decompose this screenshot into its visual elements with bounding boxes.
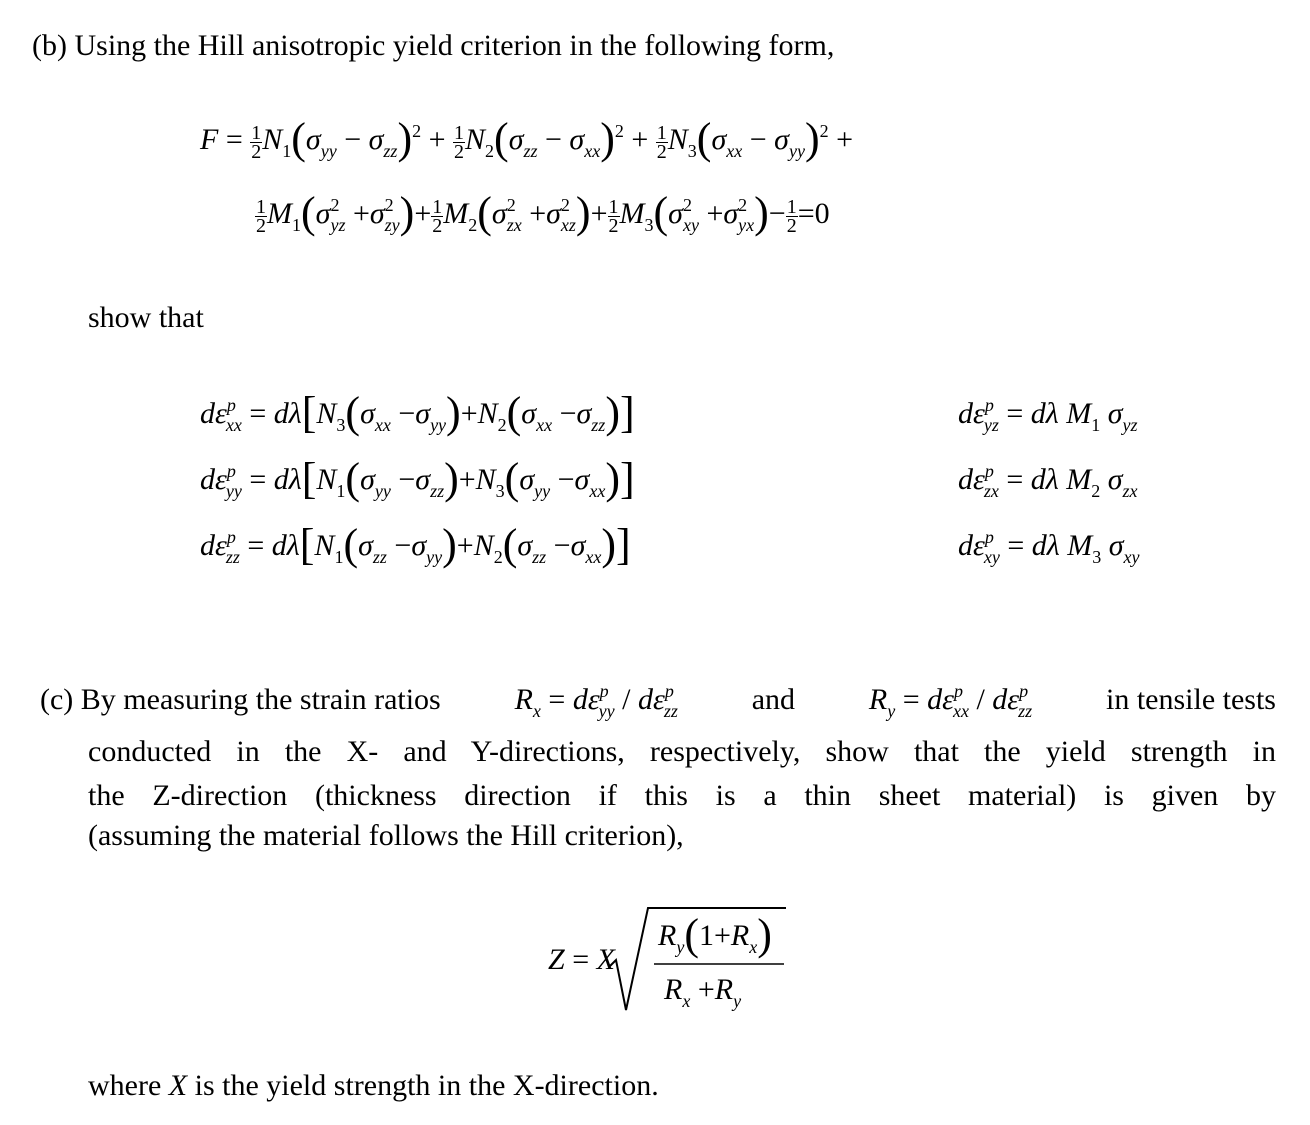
- part-c-tail: in tensile tests: [1106, 683, 1276, 716]
- ratio-rx: $R_x = d\varepsilon^p_{yy} / d\varepsilon^p_{zz}$: [514, 681, 678, 721]
- strain-eq-zz: $d\varepsilon^p_{zz} = d\lambda[N_1(\sigma_{zz} -\sigma_{yy})+N_2(\sigma_{zz} -\sigma_{xx})]$: [200, 520, 631, 569]
- strain-eq-zx: $d\varepsilon^p_{zx} = d\lambda$ $M_2$ $\sigma_{zx}$: [958, 461, 1138, 501]
- part-b-intro: (b) Using the Hill anisotropic yield criterion in the following form,: [32, 29, 835, 62]
- hill-criterion-line-2: $\frac{1}{2}$ $M_1(\sigma^2_{yz} +\sigma^2_{zy})+$ $\frac{1}{2}$ $M_2(\sigma^2_{zx} +\sigma^2_{xz})+$ $\frac{1}{2}$ $M_3(\sigma^2_{xy} +\sigma^2_{yx})-$ $\frac{1}{2}$ =0: [256, 188, 830, 237]
- strain-eq-yz: $d\varepsilon^p_{yz} = d\lambda$ $M_1$ $\sigma_{yz}$: [958, 395, 1138, 435]
- strain-eq-yy: $d\varepsilon^p_{yy} = d\lambda[N_1(\sigma_{yy} -\sigma_{zz})+N_3(\sigma_{yy} -\sigma_{xx})]$: [200, 454, 635, 503]
- strain-eq-xx: $d\varepsilon^p_{xx} = d\lambda[N_3(\sigma_{xx} -\sigma_{yy})+N_2(\sigma_{xx} -\sigma_{zz})]$: [200, 388, 635, 437]
- z-formula: Z = X $R_y(1+R_x)$ $R_x +R_y$: [548, 900, 808, 1020]
- part-c-line-4: (assuming the material follows the Hill criterion),: [88, 819, 684, 852]
- part-c-line-2: conducted in the X- and Y-directions, respectively, show that the yield strength in: [88, 735, 1276, 768]
- part-c-lead: (c) By measuring the strain ratios: [40, 683, 441, 716]
- where-line: [88, 1068, 659, 1104]
- part-c-line-1: [40, 681, 1276, 721]
- part-c-line-3: the Z-direction (thickness direction if this is a thin sheet material) is given by: [88, 779, 1276, 812]
- show-that-label: show that: [88, 301, 204, 334]
- ratio-ry: $R_y = d\varepsilon^p_{xx} / d\varepsilon^p_{zz}$: [868, 681, 1033, 721]
- strain-eq-xy: $d\varepsilon^p_{xy} = d\lambda$ $M_3$ $\sigma_{xy}$: [958, 527, 1140, 567]
- hill-criterion-line-1: F = $\frac{1}{2}$ $N_1(\sigma_{yy} - \sigma_{zz})^2$ + $\frac{1}{2}$ $N_2(\sigma_{zz} - \sigma_{xx})^2$ + $\frac{1}{2}$ $N_3(\sigma_{xx} - \sigma_{yy})^2$ +: [200, 114, 854, 163]
- where-lead: where: [88, 1069, 162, 1102]
- part-c-and: and: [751, 683, 796, 716]
- where-variable: X: [168, 1069, 188, 1102]
- where-tail: is the yield strength in the X-direction.: [194, 1069, 659, 1102]
